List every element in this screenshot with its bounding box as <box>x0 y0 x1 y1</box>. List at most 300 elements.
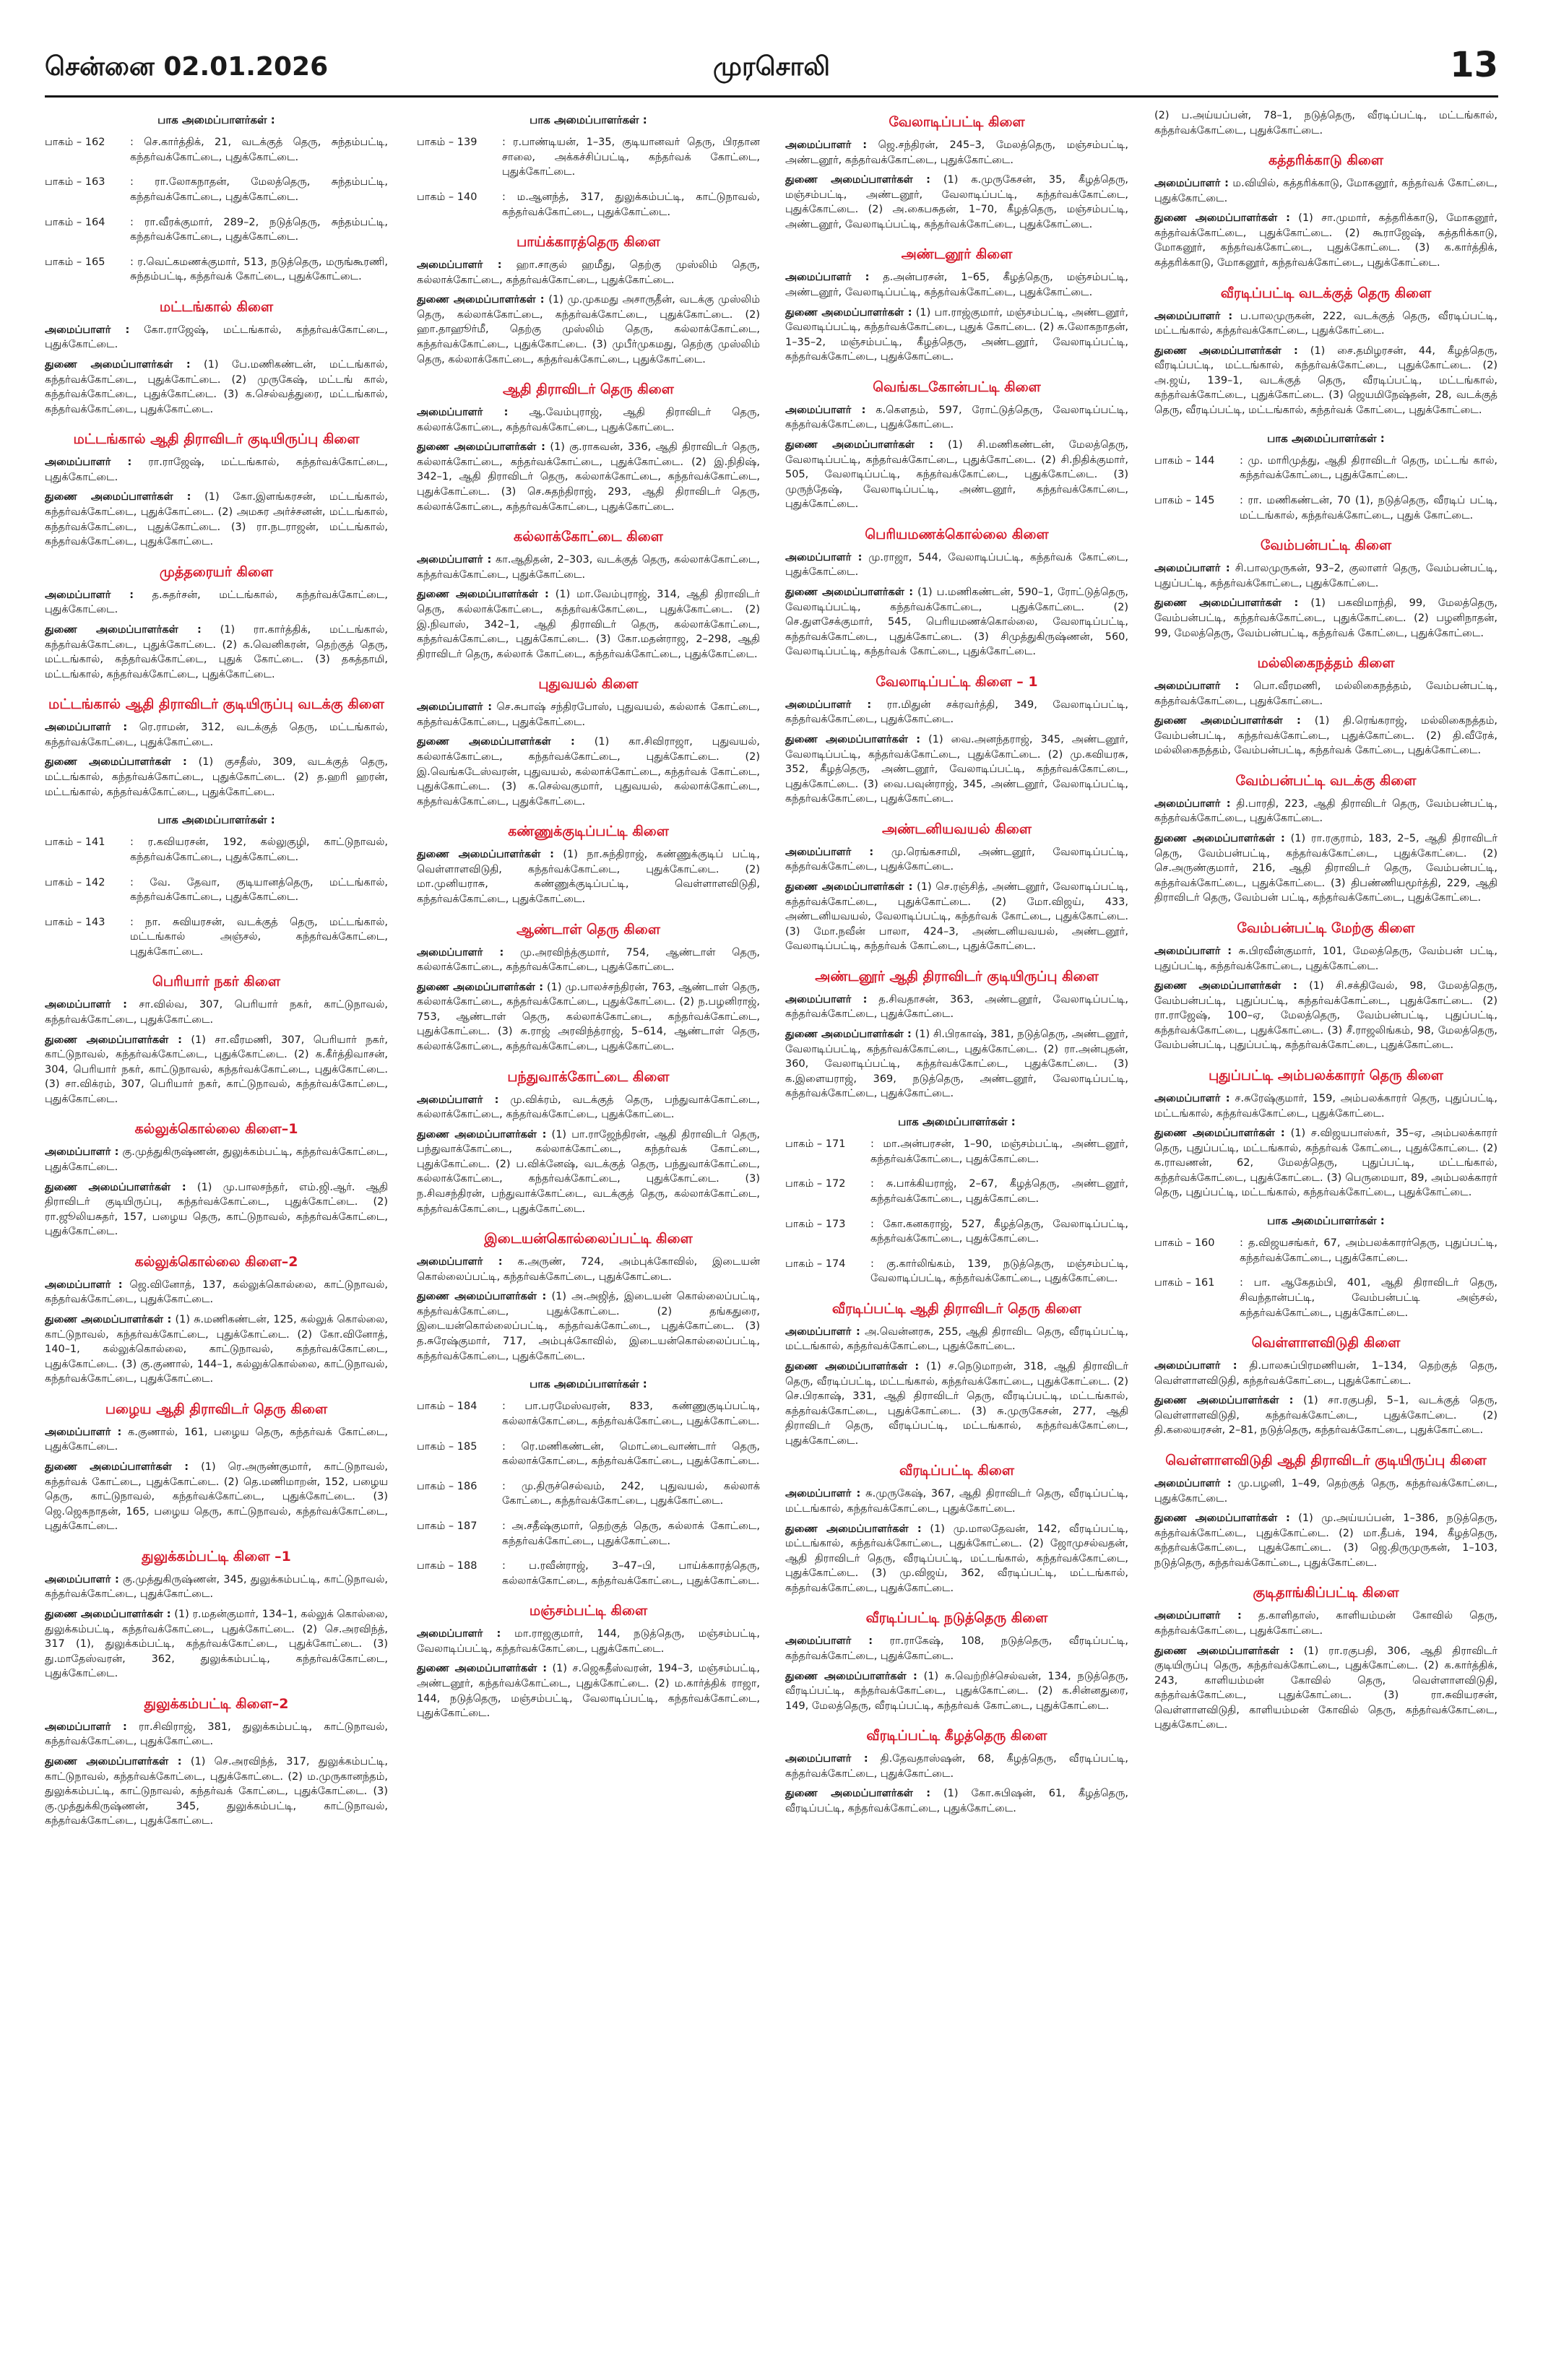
branch-section <box>1154 1583 1497 1733</box>
booth-row <box>45 255 388 285</box>
branch-section <box>1154 771 1497 906</box>
organizer-text: தி.பாரதி, 223, ஆதி திராவிடர் தெரு, வேம்பன்பட்டி, கந்தர்வக்கோட்டை, புதுக்கோட்டை. <box>1154 797 1497 825</box>
deputy-organizers-entry <box>45 1607 388 1682</box>
deputy-organizers-label: துணை அமைப்பாளர்கள் : <box>45 1034 182 1046</box>
organizer-text: கு.முத்துகிருஷ்ணன், துலுக்கம்பட்டி, கந்தர்வக்கோட்டை, புதுக்கோட்டை. <box>45 1146 388 1173</box>
deputy-organizers-label: துணை அமைப்பாளர்கள் : <box>45 1181 186 1193</box>
deputy-organizers-label: துணை அமைப்பாளர்கள் : <box>785 1029 912 1041</box>
branch-title: வீரடிப்பட்டி கிளை <box>899 1463 1014 1479</box>
organizer-text: க.அருண், 724, அம்புக்கோவில், இடையன் கொல்லைப்பட்டி, கந்தர்வக்கோட்டை, புதுக்கோட்டை. <box>417 1256 760 1283</box>
branch-section <box>45 695 388 800</box>
branch-section <box>785 525 1128 659</box>
deputy-organizers-entry <box>417 587 760 662</box>
branch-title: அண்டனியவயல் கிளை <box>882 821 1032 837</box>
deputy-organizers-entry <box>1154 831 1497 906</box>
booth-row <box>417 190 760 220</box>
deputy-organizers-text: (1) மு.அய்யப்பன், 1–386, நடுத்தெரு, கந்தர்வக்கோட்டை, புதுக்கோட்டை. (2) மா.தீபக், 194, கீழத்தெரு, கந்தர்வக்கோட்டை, புதுக்கோட்டை. (3) ஜெ.திருமுருகன், 1–103, நடுத்தெரு, கந்தர்வக்கோட்டை, புதுக்கோட்டை. <box>1154 1513 1497 1569</box>
deputy-organizers-text: (1) நா.சுந்திராஜ், கண்ணுக்குடிப் பட்டி, வெள்ளாளவிடுதி, கந்தர்வக்கோட்டை, புதுக்கோட்டை. (2) மா.முனியராசு, கண்ணுக்குடிப்பட்டி, வெள்ளாளவிடுதி, கந்தர்வக்கோட்டை, புதுக்கோட்டை. <box>417 849 760 905</box>
booth-row <box>45 875 388 905</box>
organizer-label: அமைப்பாளர் : <box>45 999 127 1011</box>
branch-title: துலுக்கம்பட்டி கிளை–2 <box>144 1695 289 1712</box>
booth-organizer: : ரா. மணிகண்டன், 70 (1), நடுத்தெரு, வீரடிப் பட்டி, மட்டங்கால், கந்தர்வக்கோட்டை, புதுக் கோட்டை. <box>1240 495 1497 522</box>
booth-number: பாகம் – 172 <box>785 1178 846 1190</box>
organizer-label: அமைப்பாளர் : <box>785 1488 861 1500</box>
organizer-label: அமைப்பாளர் : <box>785 404 866 416</box>
organizer-label: அமைப்பாளர் : <box>785 1325 860 1338</box>
deputy-organizers-text: (1) செ.அரவிந்த், 317, துலுக்கம்பட்டி, காட்டுநாவல், கந்தர்வக்கோட்டை, புதுக்கோட்டை. (2) ம.முருகானந்தம், துலுக்கம்பட்டி, காட்டுநாவல், கந்தர்வக் கோட்டை, புதுக்கோட்டை. (3) கு.முத்துக்கிருஷ்ணன், 345, துலுக்கம்பட்டி, காட்டுநாவல், கந்தர்வக்கோட்டை, புதுக்கோட்டை. <box>45 1756 388 1827</box>
booth-row <box>785 1257 1128 1286</box>
branch-section <box>785 378 1128 512</box>
organizer-entry <box>1154 797 1497 826</box>
deputy-organizers-label: துணை அமைப்பாளர்கள் : <box>45 1314 172 1326</box>
organizer-label: அமைப்பாளர் : <box>45 324 130 336</box>
organizer-text: மா.ராஜகுமார், 144, நடுத்தெரு, மஞ்சம்பட்டி, வேலாடிப்பட்டி, கந்தர்வக்கோட்டை, புதுக்கோட்டை. <box>417 1628 760 1655</box>
booth-organizer: : சு.பாக்கியராஜ், 2–67, கீழத்தெரு, அண்டனூர், கந்தர்வக்கோட்டை, புதுக்கோட்டை. <box>870 1178 1128 1205</box>
booth-organizer: : கு.கார்லிங்கம், 139, நடுத்தெரு, மஞ்சம்பட்டி, வேலாடிப்பட்டி, கந்தர்வக்கோட்டை, புதுக்கோட்டை. <box>870 1258 1128 1285</box>
branch-section <box>417 675 760 809</box>
organizer-text: த.சுதர்சன், மட்டங்கால், கந்தர்வக்கோட்டை, புதுக்கோட்டை. <box>45 589 388 616</box>
organizer-label: அமைப்பாளர் : <box>785 993 868 1005</box>
branch-title: வெங்கடகோன்பட்டி கிளை <box>873 378 1041 395</box>
organizer-label: அமைப்பாளர் : <box>45 1573 119 1585</box>
branch-section <box>45 430 388 549</box>
organizer-entry <box>417 1255 760 1284</box>
organizer-text: ப.பாலமுருகன், 222, வடக்குத் தெரு, வீரடிப்பட்டி, மட்டங்கால், கந்தர்வக்கோட்டை, புதுக்கோட்டை. <box>1154 310 1497 337</box>
branch-section <box>1154 284 1497 418</box>
masthead <box>45 45 1498 88</box>
branch-section <box>45 972 388 1107</box>
organizer-label: அமைப்பாளர் : <box>1154 310 1233 322</box>
deputy-organizers-text: (1) சி.மணிகண்டன், மேலத்தெரு, வேலாடிப்பட்டி, கந்தர்வக்கோட்டை, புதுக்கோட்டை. (2) சி.நிதிக்குமார், 505, வேலாடிப்பட்டி, கந்தர்வக்கோட்டை, புதுக்கோட்டை. (3) முருந்தேஷ், வேலாடிப்பட்டி, அண்டனூர், கந்தர்வக்கோட்டை, புதுக்கோட்டை. <box>785 439 1128 511</box>
booth-organizers-title: பாக அமைப்பாளர்கள் : <box>157 813 275 827</box>
organizer-entry <box>785 403 1128 433</box>
deputy-organizers-entry <box>1154 344 1497 418</box>
branch-section <box>785 113 1128 232</box>
organizer-label: அமைப்பாளர் : <box>45 1721 127 1733</box>
branch-title: புதுப்பட்டி அம்பலக்காரர் தெரு கிளை <box>1209 1067 1443 1083</box>
organizer-text: ஜெ.சந்திரன், 245–3, மேலத்தெரு, மஞ்சம்பட்டி, அண்டனூர், கந்தர்வக்கோட்டை, புதுக்கோட்டை. <box>785 139 1128 166</box>
organizer-text: மு.ராஜா, 544, வேலாடிப்பட்டி, கந்தர்வக் கோட்டை, புதுக்கோட்டை. <box>785 551 1128 579</box>
booth-number: பாகம் – 143 <box>45 916 105 928</box>
booth-organizers-title: பாக அமைப்பாளர்கள் : <box>1267 431 1385 445</box>
organizer-entry <box>417 405 760 435</box>
branch-section <box>785 1299 1128 1449</box>
organizer-entry <box>1154 176 1497 206</box>
organizer-text: பொ.வீரமணி, மல்லிகைநத்தம், வேம்பன்பட்டி, கந்தர்வக்கோட்டை, புதுக்கோட்டை. <box>1154 680 1497 707</box>
booth-organizers-title: பாக அமைப்பாளர்கள் : <box>157 113 275 126</box>
organizer-label: அமைப்பாளர் : <box>417 554 492 566</box>
deputy-organizers-label: துணை அமைப்பாளர்கள் : <box>1154 345 1298 357</box>
organizer-text: ம.வியில், கத்தரிக்காடு, மோகனூர், கந்தர்வக் கோட்டை, புதுக்கோட்டை. <box>1154 178 1497 204</box>
branch-title: வீரடிப்பட்டி வடக்குத் தெரு கிளை <box>1220 285 1432 301</box>
organizer-entry <box>785 270 1128 300</box>
deputy-organizers-label: துணை அமைப்பாளர்கள் : <box>45 756 187 769</box>
deputy-organizers-text: (1) சு.மணிகண்டன், 125, கல்லுக் கொல்லை, காட்டுநாவல், கந்தர்வக்கோட்டை, புதுக்கோட்டை. (2) கோ.வினோத், 140–1, கல்லுக்கொல்லை, காட்டுநாவல், கந்தர்வக்கோட்டை, புதுக்கோட்டை. (3) கு.குணால், 144–1, கல்லுக்கொல்லை, காட்டுநாவல், கந்தர்வக்கோட்டை, புதுக்கோட்டை. <box>45 1314 388 1385</box>
deputy-organizers-text: (1) ரா.ரகுராம், 183, 2–5, ஆதி திராவிடர் தெரு, வேம்பன்பட்டி, கந்தர்வக்கோட்டை, புதுக்கோட்டை. (2) செ.அருண்குமார், 216, ஆதி திராவிடர் தெரு, வேம்பன்பட்டி, கந்தர்வக்கோட்டை, புதுக்கோட்டை. (3) திபண்ணியமூர்த்தி, 229, ஆதி திராவிடர் தெரு, வேம்பன் பட்டி, கந்தர்வக்கோட்டை, புதுக்கோட்டை. <box>1154 833 1497 904</box>
deputy-organizers-text: (1) கோ.இளங்கரசன், மட்டங்கால், கந்தர்வக்கோட்டை, புதுக்கோட்டை. (2) அமசுர அர்ச்சனன், மட்டங்கால், கந்தர்வக்கோட்டை, புதுக்கோட்டை. (3) ரா.நடராஜன், மட்டங்கால், கந்தர்வக்கோட்டை, புதுக்கோட்டை. <box>45 491 388 548</box>
deputy-organizers-entry <box>45 1033 388 1107</box>
booth-organizer: : பா.பரமேஸ்வரன், 833, கண்ணுகுடிப்பட்டி, கல்லாக்கோட்டை, கந்தர்வக்கோட்டை, புதுக்கோட்டை. <box>502 1401 760 1428</box>
branch-section <box>1154 1451 1497 1570</box>
branch-section <box>45 563 388 682</box>
branch-title: புதுவயல் கிளை <box>538 676 639 693</box>
organizer-label: அமைப்பாளர் : <box>785 139 868 151</box>
booth-organizers-section <box>1154 1213 1497 1320</box>
booth-number: பாகம் – 171 <box>785 1138 846 1151</box>
branch-title: மஞ்சம்பட்டி கிளை <box>529 1603 648 1619</box>
booth-organizers-title: பாக அமைப்பாளர்கள் : <box>898 1115 1016 1128</box>
deputy-organizers-entry <box>785 732 1128 807</box>
column-4 <box>1154 108 1497 2355</box>
column-2 <box>417 108 760 2355</box>
organizer-entry <box>785 1325 1128 1354</box>
branch-title: குடிதாங்கிப்பட்டி கிளை <box>1253 1585 1399 1601</box>
branch-section <box>417 1068 760 1217</box>
deputy-organizers-label: துணை அமைப்பாளர்கள் : <box>1154 980 1297 992</box>
deputy-organizers-text: (1) ரா.ரகுபதி, 306, ஆதி திராவிடர் குடியிருப்பு தெரு, கந்தர்வக்கோட்டை, புதுக்கோட்டை. (2) க.கார்த்திக், 243, காளியம்மன் கோவில் தெரு, வெள்ளாளவிடுதி, கந்தர்வக்கோட்டை, புதுக்கோட்டை. (3) ரா.சுவியரசன், வெள்ளாளவிடுதி, காளியம்மன் கோவில் தெரு, கந்தர்வக்கோட்டை, புதுக்கோட்டை. <box>1154 1645 1497 1731</box>
booth-number: பாகம் – 184 <box>417 1401 477 1413</box>
deputy-organizers-entry <box>785 585 1128 659</box>
booth-row <box>417 135 760 180</box>
deputy-organizers-text: (1) சா.முமார், கத்தரிக்காடு, மோகனூர், கந்தர்வக்கோட்டை, புதுக்கோட்டை. (2) கூராஜேஷ், கத்தரிக்காடு, மோகனூர், கந்தர்வக்கோட்டை, புதுக்கோட்டை. (3) க.கார்த்திக், கத்தரிக்காடு, மோகனூர், கந்தர்வக்கோட்டை, புதுக்கோட்டை. <box>1154 212 1497 269</box>
booth-row <box>1154 1236 1497 1265</box>
organizer-label: அமைப்பாளர் : <box>417 1628 501 1640</box>
organizer-label: அமைப்பாளர் : <box>45 589 134 601</box>
booth-number: பாகம் – 160 <box>1154 1237 1215 1250</box>
branch-section <box>785 245 1128 364</box>
deputy-organizers-label: துணை அமைப்பாளர்கள் : <box>785 1670 917 1682</box>
booth-row <box>417 1519 760 1549</box>
deputy-organizers-text: (1) அ.அஜித், இடையன் கொல்லைப்பட்டி, கந்தர்வக்கோட்டை, புதுக்கோட்டை. (2) தங்கதுரை, இடையன்கொல்லைப்பட்டி, கந்தர்வக்கோட்டை, புதுக்கோட்டை. (3) த.சுரேஷ்குமார், 717, அம்புக்கோவில், இடையன்கொல்லைப்பட்டி, கந்தர்வக்கோட்டை, புதுக்கோட்டை. <box>417 1291 760 1362</box>
branch-title: மட்டங்கால் கிளை <box>159 298 274 315</box>
deputy-organizers-entry <box>417 1289 760 1364</box>
organizer-entry <box>45 998 388 1027</box>
branch-title: மல்லிகைநத்தம் கிளை <box>1257 655 1395 672</box>
organizer-entry <box>785 698 1128 727</box>
organizer-text: ரா.ராஜேஷ், மட்டங்கால், கந்தர்வக்கோட்டை, புதுக்கோட்டை. <box>45 456 388 483</box>
deputy-organizers-entry <box>785 173 1128 232</box>
organizer-label: அமைப்பாளர் : <box>785 1635 873 1648</box>
booth-organizer: : ரா.வீரக்குமார், 289–2, நடுத்தெரு, சுந்தம்பட்டி, கந்தர்வக்கோட்டை, புதுக்கோட்டை. <box>130 216 388 243</box>
organizer-text: ரா.ராகேஷ், 108, நடுத்தெரு, வீரடிப்பட்டி, கந்தர்வக்கோட்டை, புதுக்கோட்டை. <box>785 1635 1128 1663</box>
booth-organizer: : அ.சதீஷ்குமார், தெற்குத் தெரு, கல்லாக் கோட்டை, கந்தர்வக்கோட்டை, புதுக்கோட்டை. <box>502 1520 760 1547</box>
organizer-label: அமைப்பாளர் : <box>417 259 502 272</box>
branch-title: கத்தரிக்காடு கிளை <box>1268 152 1384 169</box>
organizer-entry <box>785 1487 1128 1516</box>
organizer-entry <box>417 1093 760 1122</box>
deputy-organizers-text: (1) ச.நெடுமாறன், 318, ஆதி திராவிடர் தெரு, வீரடிப்பட்டி, மட்டங்கால், கந்தர்வக்கோட்டை, புதுக்கோட்டை. (2) செ.பிரகாஷ், 331, ஆதி திராவிடர் தெரு, வீரடிப்பட்டி, மட்டங்கால், கந்தர்வக்கோட்டை, புதுக்கோட்டை. (3) சு.முருகேசன், 277, ஆதி திராவிடர் தெரு, வீரடிப்பட்டி, மட்டங்கால், கந்தர்வக்கோட்டை, புதுக்கோட்டை. <box>785 1361 1128 1447</box>
deputy-organizers-text: (1) மா.வேம்புராஜ், 314, ஆதி திராவிடர் தெரு, கல்லாக்கோட்டை, கந்தர்வக்கோட்டை, புதுக்கோட்டை. (2) இ.நிவாஸ், 342–1, ஆதி திராவிடர் தெரு, கல்லாக்கோட்டை, கந்தர்வக்கோட்டை, புதுக்கோட்டை. (3) கோ.மதன்ராஜ, 2–298, ஆதி திராவிடர் தெரு, கல்லாக் கோட்டை, கந்தர்வக்கோட்டை, புதுக்கோட்டை. <box>417 589 760 660</box>
deputy-organizers-entry <box>417 1128 760 1216</box>
deputy-organizers-label: துணை அமைப்பாளர்கள் : <box>1154 212 1290 225</box>
deputy-organizers-text: (1) சு.வெற்றிச்செல்வன், 134, நடுத்தெரு, வீரடிப்பட்டி, கந்தர்வக்கோட்டை, புதுக்கோட்டை. (2) க.சின்னதுரை, 149, மேலத்தெரு, வீரடிப்பட்டி, கந்தர்வக் கோட்டை, புதுக்கோட்டை. <box>785 1670 1128 1712</box>
booth-row <box>45 835 388 865</box>
deputy-organizers-entry <box>45 490 388 549</box>
branch-section <box>785 1609 1128 1713</box>
deputy-organizers-label: துணை அமைப்பாளர்கள் : <box>417 589 549 601</box>
organizer-entry <box>1154 944 1497 974</box>
organizer-label: அமைப்பாளர் : <box>45 456 132 469</box>
booth-row <box>417 1399 760 1429</box>
booth-number: பாகம் – 164 <box>45 216 105 228</box>
organizer-entry <box>45 1572 388 1602</box>
deputy-organizers-text: (1) பா.ராஜ்குமார், மஞ்சம்பட்டி, அண்டனூர், வேலாடிப்பட்டி, கந்தர்வக்கோட்டை, புதுக் கோட்டை. (2) சு.லோகநாதன், 1–35–2, மஞ்சம்பட்டி, கீழத்தெரு, அண்டனூர், வேலாடிப்பட்டி, கந்தர்வக்கோட்டை, புதுக்கோட்டை. <box>785 306 1128 363</box>
booth-organizer: : பா. ஆகேதம்பி, 401, ஆதி திராவிடர் தெரு, சிவந்தான்பட்டி, வேம்பன்பட்டி அஞ்சல், கந்தர்வக்கோட்டை, புதுக்கோட்டை. <box>1240 1277 1497 1319</box>
branch-section <box>785 820 1128 954</box>
organizer-text: கோ.ராஜேஷ், மட்டங்கால், கந்தர்வக்கோட்டை, புதுக்கோட்டை. <box>45 324 388 351</box>
booth-number: பாகம் – 145 <box>1154 495 1215 507</box>
organizer-text: ரா.சிவிராஜ், 381, துலுக்கம்பட்டி, காட்டுநாவல், கந்தர்வக்கோட்டை, புதுக்கோட்டை. <box>45 1721 388 1748</box>
deputy-organizers-text: (1) க.முருகேசன், 35, கீழத்தெரு, மஞ்சம்பட்டி, அண்டனூர், வேலாடிப்பட்டி, கந்தர்வக்கோட்டை, புதுக்கோட்டை. (2) அ.கைபசுதன், 1–70, கீழத்தெரு, மஞ்சம்பட்டி, அண்டனூர், வேலாடிப்பட்டி, கந்தர்வக்கோட்டை, புதுக்கோட்டை. <box>785 174 1128 230</box>
branch-title: அண்டனூர் கிளை <box>901 246 1013 263</box>
deputy-organizers-text: (1) கு.ராகவன், 336, ஆதி திராவிடர் தெரு, கல்லாக்கோட்டை, கந்தர்வக்கோட்டை, புதுக்கோட்டை. (2) இ.நிதிஷ், 342–1, ஆதி திராவிடர் தெரு, கல்லாக்கோட்டை, கந்தர்வக்கோட்டை, புதுக்கோட்டை. (3) செ.சுதந்திராஜ், 293, ஆதி திராவிடர் தெரு, கல்லாக்கோட்டை, கந்தர்வக்கோட்டை, புதுக்கோட்டை. <box>417 441 760 513</box>
organizer-text: ச.சுரேஷ்குமார், 159, அம்பலக்காரர் தெரு, புதுப்பட்டி, மட்டங்கால், கந்தர்வக்கோட்டை, புதுக்கோட்டை. <box>1154 1092 1497 1120</box>
organizer-text: மு.பழனி, 1–49, தெற்குத் தெரு, கந்தர்வக்கோட்டை, புதுக்கோட்டை. <box>1154 1478 1497 1505</box>
booth-organizer: : வே. தேவா, குடியானத்தெரு, மட்டங்கால், கந்தர்வக்கோட்டை, புதுக்கோட்டை. <box>130 876 388 904</box>
organizer-label: அமைப்பாளர் : <box>785 698 872 711</box>
organizer-entry <box>417 258 760 287</box>
organizer-entry <box>1154 1091 1497 1121</box>
deputy-organizers-label: துணை அமைப்பாளர்கள் : <box>45 623 202 636</box>
deputy-organizers-entry <box>417 293 760 367</box>
deputy-organizers-label: துணை அமைப்பாளர்கள் : <box>1154 1513 1290 1525</box>
organizer-entry <box>45 323 388 352</box>
branch-title: துலுக்கம்பட்டி கிளை –1 <box>142 1548 291 1565</box>
branch-title: ஆண்டாள் தெரு கிளை <box>516 921 661 938</box>
branch-title: வெள்ளாளவிடுதி கிளை <box>1251 1335 1401 1351</box>
booth-row <box>1154 1276 1497 1320</box>
deputy-organizers-text: (1) தி.ரெங்கராஜ், மல்லிகைநத்தம், வேம்பன்பட்டி, கந்தர்வக்கோட்டை, புதுக்கோட்டை. (2) தி.வீரேக், மல்லிகைநத்தம், வேம்பன்பட்டி, கந்தர்வக் கோட்டை, புதுக்கோட்டை. <box>1154 715 1497 757</box>
page-number: 13 <box>1450 45 1498 85</box>
organizer-label: அமைப்பாளர் : <box>45 1146 119 1159</box>
deputy-organizers-text: (1) மு.மாலதேவன், 142, வீரடிப்பட்டி, மட்டங்கால், கந்தர்வக்கோட்டை, புதுக்கோட்டை. (2) ஜோமுசல்வதன், ஆதி திராவிடர் தெரு, வீரடிப்பட்டி, மட்டங்கால், கந்தர்வக்கோட்டை, புதுக்கோட்டை. (3) மு.விஜய், 362, வீரடிப்பட்டி, மட்டங்கால், கந்தர்வக்கோட்டை, புதுக்கோட்டை. <box>785 1523 1128 1594</box>
organizer-text: அ.வென்னரசு, 255, ஆதி திராவிட தெரு, வீரடிப்பட்டி, மட்டங்கால், கந்தர்வக்கோட்டை, புதுக்கோட்டை. <box>785 1325 1128 1353</box>
branch-title: பெரியார் நகர் கிளை <box>152 974 280 990</box>
deputy-organizers-text: (1) சா.ரகுபதி, 5–1, வடக்குத் தெரு, வெள்ளாளவிடுதி, கந்தர்வக்கோட்டை, புதுக்கோட்டை. (2) தி.கலையரசன், 2–81, நடுத்தெரு, கந்தர்வக்கோட்டை, புதுக்கோட்டை. <box>1154 1395 1497 1437</box>
organizer-text: ஹா.சாகுல் ஹமீது, தெற்கு முஸ்லிம் தெரு, கல்லாக்கோட்டை, கந்தர்வக்கோட்டை, புதுக்கோட்டை. <box>417 259 760 286</box>
branch-section <box>417 1229 760 1364</box>
branch-section <box>45 1400 388 1534</box>
deputy-organizers-label: துணை அமைப்பாளர்கள் : <box>785 587 914 599</box>
branch-title: வீரடிப்பட்டி ஆதி திராவிடர் தெரு கிளை <box>831 1300 1082 1317</box>
organizer-label: அமைப்பாளர் : <box>1154 797 1231 810</box>
deputy-organizers-label: துணை அமைப்பாளர்கள் : <box>785 174 930 186</box>
branch-section <box>785 1726 1128 1816</box>
deputy-organizers-label: துணை அமைப்பாளர்கள் : <box>417 441 545 454</box>
booth-row <box>45 215 388 245</box>
organizer-entry <box>1154 1476 1497 1506</box>
deputy-organizers-text: (1) சி.சக்திவேல், 98, மேலத்தெரு, வேம்பன்பட்டி, புதுப்பட்டி, கந்தர்வக்கோட்டை, புதுக்கோட்டை. (2) ரா.ராஜேஷ், 100–ஏ, மேலத்தெரு, வேம்பன்பட்டி, புதுப்பட்டி, கந்தர்வக்கோட்டை, புதுக்கோட்டை. (3) சீ.ராஜலிங்கம், 98, மேலத்தெரு, வேம்பன்பட்டி, புதுப்பட்டி, கந்தர்வக்கோட்டை, புதுக்கோட்டை. <box>1154 980 1497 1052</box>
organizer-label: அமைப்பாளர் : <box>1154 1360 1237 1372</box>
branch-section <box>417 380 760 514</box>
deputy-organizers-text: (1) ரா.கார்த்திக், மட்டங்கால், கந்தர்வக்கோட்டை, புதுக்கோட்டை. (2) க.வெனிகரன், தெற்குத் தெரு, மட்டங்கால், கந்தர்வக்கோட்டை, புதுக் கோட்டை. (3) தகத்தாமி, மட்டங்கால், கந்தர்வக்கோட்டை, புதுக்கோட்டை. <box>45 623 388 680</box>
deputy-organizers-text: (1) மு.பாலசந்தர், எம்.ஜி.ஆர். ஆதி திராவிடர் குடியிருப்பு, கந்தர்வக்கோட்டை, புதுக்கோட்டை. (2) ரா.ஜூலியசுதர், 157, பழைய தெரு, காட்டுநாவல், கந்தர்வக்கோட்டை, புதுக்கோட்டை. <box>45 1181 388 1238</box>
deputy-organizers-label: துணை அமைப்பாளர்கள் : <box>417 849 554 861</box>
organizer-entry <box>45 1425 388 1455</box>
organizer-label: அமைப்பாளர் : <box>417 407 509 419</box>
organizer-text: மு.அரவிந்த்குமார், 754, ஆண்டாள் தெரு, கல்லாக்கோட்டை, கந்தர்வக்கோட்டை, புதுக்கோட்டை. <box>417 946 760 974</box>
organizer-text: மு.ரெங்கசாமி, அண்டனூர், வேலாடிப்பட்டி, கந்தர்வக்கோட்டை, புதுக்கோட்டை. <box>785 846 1128 873</box>
deputy-organizers-entry <box>417 980 760 1055</box>
booth-organizer: : த.விஜயசங்கர், 67, அம்பலக்காரர்தெரு, புதுப்பட்டி, கந்தர்வக்கோட்டை, புதுக்கோட்டை. <box>1240 1237 1497 1264</box>
deputy-organizers-text: (1) ச.விஜயபாஸ்கர், 35–ஏ, அம்பலக்காரர் தெரு, புதுப்பட்டி, மட்டங்கால், கந்தர்வக் கோட்டை, புதுக்கோட்டை. (2) க.ராவணன், 62, மேலத்தெரு, புதுப்பட்டி, மட்டங்கால், கந்தர்வக்கோட்டை, புதுக்கோட்டை. (3) பெருமையா, 89, அம்பலக்காரர் தெரு, புதுப்பட்டி, மட்டங்கால், கந்தர்வக்கோட்டை, புதுக்கோட்டை. <box>1154 1128 1497 1199</box>
organizer-text: ரெ.ராமன், 312, வடக்குத் தெரு, மட்டங்கால், கந்தர்வக்கோட்டை, புதுக்கோட்டை. <box>45 722 388 748</box>
branch-section <box>45 298 388 417</box>
deputy-organizers-label: துணை அமைப்பாளர்கள் : <box>1154 597 1299 610</box>
branch-title: ஆதி திராவிடர் தெரு கிளை <box>503 381 674 398</box>
organizer-entry <box>785 138 1128 168</box>
booth-organizer: : ரெ.மணிகண்டன், மொட்டைவாண்டார் தெரு, கல்லாக்கோட்டை, கந்தர்வக்கோட்டை, புதுக்கோட்டை. <box>502 1440 760 1468</box>
branch-title: பாய்க்காரத்தெரு கிளை <box>517 234 660 251</box>
branch-title: இடையன்கொல்லைப்பட்டி கிளை <box>484 1231 693 1247</box>
deputy-organizers-entry <box>45 755 388 800</box>
organizer-entry <box>785 1634 1128 1663</box>
booth-organizer: : ர.கவியரசன், 192, கல்லுகுழி, காட்டுநாவல், கந்தர்வக்கோட்டை, புதுக்கோட்டை. <box>130 836 388 863</box>
branch-section <box>1154 536 1497 641</box>
deputy-organizers-text: (1) செ.ரஞ்சித், அண்டனூர், வேலாடிப்பட்டி, கந்தர்வக்கோட்டை, புதுக்கோட்டை. (2) மோ.விஜய், 433, அண்டனியவயல், வேலாடிப்பட்டி, கந்தர்வக் கோட்டை, புதுக்கோட்டை. (3) மோ.நவீன் பாலா, 424–3, அண்டனியவயல், அண்டனூர், வேலாடிப்பட்டி, கந்தர்வக் கோட்டை, புதுக்கோட்டை. <box>785 881 1128 953</box>
organizer-text: த.காளிதாஸ், காளியம்மன் கோவில் தெரு, கந்தர்வக்கோட்டை, புதுக்கோட்டை. <box>1154 1610 1497 1637</box>
branch-section <box>45 1252 388 1387</box>
column-1 <box>45 108 388 2355</box>
branch-section <box>785 672 1128 807</box>
organizer-text: ரா.மிதுன் சக்ரவர்த்தி, 349, வேலாடிப்பட்டி, கந்தர்வக்கோட்டை, புதுக்கோட்டை. <box>785 698 1128 726</box>
deputy-organizers-label: துணை அமைப்பாளர்கள் : <box>785 1788 931 1800</box>
booth-number: பாகம் – 165 <box>45 256 105 268</box>
booth-organizer: : ரா.லோகநாதன், மேலத்தெரு, சுந்தம்பட்டி, கந்தர்வக்கோட்டை, புதுக்கோட்டை. <box>130 176 388 204</box>
organizer-label: அமைப்பாளர் : <box>45 1278 123 1291</box>
organizer-label: அமைப்பாளர் : <box>417 946 504 959</box>
deputy-organizers-entry <box>45 1312 388 1387</box>
booth-row <box>1154 454 1497 483</box>
deputy-organizers-label: துணை அமைப்பாளர்கள் : <box>45 1756 182 1768</box>
organizer-entry <box>1154 1609 1497 1638</box>
organizer-entry <box>1154 309 1497 339</box>
branch-title: பந்துவாக்கோட்டை கிளை <box>507 1068 670 1085</box>
booth-number: பாகம் – 141 <box>45 836 105 849</box>
branch-title: வீரடிப்பட்டி கீழத்தெரு கிளை <box>866 1728 1047 1744</box>
organizer-text: சு.முருகேஷ், 367, ஆதி திராவிடர் தெரு, வீரடிப்பட்டி, மட்டங்கால், கந்தர்வக்கோட்டை, புதுக்கோட்டை. <box>785 1488 1128 1515</box>
deputy-organizers-text: (1) கோ.சுபிஷன், 61, கீழத்தெரு, வீரடிப்பட்டி, கந்தர்வக்கோட்டை, புதுக்கோட்டை. <box>785 1788 1128 1815</box>
deputy-organizers-entry <box>785 1027 1128 1102</box>
organizer-label: அமைப்பாளர் : <box>1154 1610 1242 1622</box>
organizer-label: அமைப்பாளர் : <box>417 1256 503 1268</box>
organizer-text: செ.சுபாஷ் சந்திரபோஸ், புதுவயல், கல்லாக் கோட்டை, கந்தர்வக்கோட்டை, புதுக்கோட்டை. <box>417 701 760 728</box>
deputy-organizers-entry <box>785 438 1128 512</box>
branch-section <box>45 1120 388 1239</box>
branch-section <box>1154 1333 1497 1438</box>
deputy-organizers-label: துணை அமைப்பாளர்கள் : <box>417 294 545 306</box>
branch-section <box>785 1461 1128 1596</box>
booth-number: பாகம் – 163 <box>45 176 105 189</box>
branch-title: மட்டங்கால் ஆதி திராவிடர் குடியிருப்பு கிளை <box>73 431 360 448</box>
deputy-organizers-entry <box>1154 1644 1497 1733</box>
deputy-organizers-text: (1) பா.ராஜேந்திரன், ஆதி திராவிடர் தெரு, பந்துவாக்கோட்டை, கல்லாக்கோட்டை, கந்தர்வக் கோட்டை, புதுக்கோட்டை. (2) ப.விக்னேஷ், வடக்குத் தெரு, பந்துவாக்கோட்டை, கல்லாக்கோட்டை, கந்தர்வக்கோட்டை, புதுக்கோட்டை. (3) ந.சிவசந்திரன், பந்துவாக்கோட்டை, வடக்குத் தெரு, கல்லாக்கோட்டை, கந்தர்வக்கோட்டை, புதுக்கோட்டை. <box>417 1128 760 1215</box>
organizer-label: அமைப்பாளர் : <box>1154 178 1229 190</box>
deputy-organizers-text: (1) மு.முகமது அசாருதீன், வடக்கு முஸ்லிம் தெரு, கல்லாக்கோட்டை, கந்தர்வக்கோட்டை, புதுக்கோட்டை. (2) ஹா.தாஹூர்மீ, தெற்கு முஸ்லிம் தெரு, கல்லாக்கோட்டை, கந்தர்வக்கோட்டை, புதுக்கோட்டை. (3) முபீர்முகமது, தெற்கு முஸ்லிம் தெரு, கல்லாக்கோட்டை, கந்தர்வக்கோட்டை, புதுக்கோட்டை. <box>417 294 760 365</box>
deputy-organizers-label: துணை அமைப்பாளர்கள் : <box>1154 1128 1285 1140</box>
deputy-organizers-text: (1) சா.வீரமணி, 307, பெரியார் நகர், காட்டுநாவல், கந்தர்வக்கோட்டை, புதுக்கோட்டை. (2) க.கீர்த்திவாசன், 304, பெரியார் நகர், காட்டுநாவல், கந்தர்வக்கோட்டை, புதுக்கோட்டை. (3) சா.விக்ரம், 307, பெரியார் நகர், காட்டுநாவல், கந்தர்வக்கோட்டை, புதுக்கோட்டை. <box>45 1034 388 1105</box>
branch-title: கல்லுக்கொல்லை கிளை–2 <box>134 1253 298 1270</box>
booth-organizer: : மு.திருச்செல்வம், 242, புதுவயல், கல்லாக் கோட்டை, கந்தர்வக்கோட்டை, புதுக்கோட்டை. <box>502 1480 760 1507</box>
branch-section <box>417 822 760 906</box>
booth-number: பாகம் – 161 <box>1154 1277 1215 1289</box>
booth-number: பாகம் – 162 <box>45 137 105 149</box>
organizer-text: ஆ.வேம்புராஜ், ஆதி திராவிடர் தெரு, கல்லாக்கோட்டை, கந்தர்வக்கோட்டை, புதுக்கோட்டை. <box>417 407 760 433</box>
continued-text: (2) ப.அய்யப்பன், 78–1, நடுத்தெரு, வீரடிப்பட்டி, மட்டங்கால், கந்தர்வக்கோட்டை, புதுக்கோட்டை. <box>1154 110 1497 137</box>
deputy-organizers-text: (1) வை.அனந்தராஜ், 345, அண்டனூர், வேலாடிப்பட்டி, கந்தர்வக்கோட்டை, புதுக்கோட்டை. (2) மு.கவியரசு, 352, கீழத்தெரு, அண்டனூர், வேலாடிப்பட்டி, கந்தர்வக்கோட்டை, புதுக்கோட்டை. (3) வை.பவுன்ராஜ், 345, அண்டனூர், வேலாடிப்பட்டி, கந்தர்வக்கோட்டை, புதுக்கோட்டை. <box>785 734 1128 805</box>
deputy-organizers-entry <box>785 1786 1128 1816</box>
branch-title: அண்டனூர் ஆதி திராவிடர் குடியிருப்பு கிளை <box>815 968 1099 985</box>
booth-row <box>417 1559 760 1588</box>
booth-number: பாகம் – 140 <box>417 191 477 204</box>
deputy-organizers-entry <box>1154 714 1497 758</box>
organizer-label: அமைப்பாளர் : <box>785 551 863 563</box>
organizer-entry <box>785 550 1128 580</box>
organizer-entry <box>45 1720 388 1749</box>
branch-title: வேலாடிப்பட்டி கிளை <box>889 114 1025 130</box>
booth-organizer: : ப.ரவீன்ராஜ், 3–47–பி, பாய்க்காரத்தெரு, கல்லாக்கோட்டை, கந்தர்வக்கோட்டை, புதுக்கோட்டை. <box>502 1560 760 1587</box>
organizer-text: ஜெ.வினோத், 137, கல்லுக்கொல்லை, காட்டுநாவல், கந்தர்வக்கோட்டை, புதுக்கோட்டை. <box>45 1278 388 1306</box>
organizer-entry <box>1154 679 1497 709</box>
deputy-organizers-label: துணை அமைப்பாளர்கள் : <box>45 491 191 503</box>
booth-organizers-section <box>45 113 388 285</box>
booth-number: பாகம் – 188 <box>417 1560 477 1572</box>
organizer-label: அமைப்பாளர் : <box>1154 1092 1230 1104</box>
booth-organizers-title: பாக அமைப்பாளர்கள் : <box>1267 1213 1385 1227</box>
booth-row <box>785 1137 1128 1167</box>
organizer-entry <box>785 992 1128 1022</box>
booth-row <box>785 1217 1128 1247</box>
deputy-organizers-label: துணை அமைப்பாளர்கள் : <box>45 1609 171 1621</box>
branch-section <box>417 920 760 1055</box>
deputy-organizers-text: (1) கா.சிவிராஜா, புதுவயல், கல்லாக்கோட்டை, கந்தர்வக்கோட்டை, புதுக்கோட்டை. (2) இ.வெங்கடேஸ்வரன், புதுவயல், கல்லாக்கோட்டை, கந்தர்வக் கோட்டை, புதுக்கோட்டை. (3) க.செல்வகுமார், புதுவயல், கல்லாக்கோட்டை, கந்தர்வக்கோட்டை, புதுக்கோட்டை. <box>417 736 760 808</box>
deputy-organizers-entry <box>785 880 1128 954</box>
organizer-text: கு.முத்துகிருஷ்ணன், 345, துலுக்கம்பட்டி, காட்டுநாவல், கந்தர்வக்கோட்டை, புதுக்கோட்டை. <box>45 1573 388 1601</box>
organizer-label: அமைப்பாளர் : <box>417 1094 499 1106</box>
organizer-entry <box>785 845 1128 875</box>
booth-number: பாகம் – 187 <box>417 1520 477 1532</box>
booth-row <box>45 175 388 204</box>
booth-organizers-title: பாக அமைப்பாளர்கள் : <box>530 113 647 126</box>
organizer-text: தி.பாலசுப்பிரமணியன், 1–134, தெற்குத் தெரு, வெள்ளாளவிடுதி, கந்தர்வக்கோட்டை, புதுக்கோட்டை. <box>1154 1360 1497 1387</box>
booth-row <box>45 135 388 165</box>
branch-title: பெரியமணக்கொல்லை கிளை <box>865 526 1049 542</box>
deputy-organizers-entry <box>785 306 1128 365</box>
deputy-organizers-label: துணை அமைப்பாளர்கள் : <box>417 1291 547 1303</box>
deputy-organizers-entry <box>1154 979 1497 1053</box>
deputy-organizers-text: (1) சி.பிரகாஷ், 381, நடுத்தெரு, அண்டனூர், வேலாடிப்பட்டி, கந்தர்வக்கோட்டை, புதுக்கோட்டை. (2) ரா.அன்புதன், 360, வேலாடிப்பட்டி, கந்தர்வக்கோட்டை, புதுக்கோட்டை. (3) க.இளையராஜ், 369, நடுத்தெரு, அண்டனூர், வேலாடிப்பட்டி, கந்தர்வக்கோட்டை, புதுக்கோட்டை. <box>785 1029 1128 1100</box>
deputy-organizers-entry <box>417 735 760 809</box>
booth-organizers-section <box>417 113 760 220</box>
branch-section <box>417 1601 760 1721</box>
organizer-text: த.சிவதாசன், 363, அண்டனூர், வேலாடிப்பட்டி, கந்தர்வக்கோட்டை, புதுக்கோட்டை. <box>785 993 1128 1021</box>
branch-section <box>1154 1066 1497 1200</box>
organizer-label: அமைப்பாளர் : <box>417 701 493 714</box>
branch-title: மட்டங்கால் ஆதி திராவிடர் குடியிருப்பு வடக்கு கிளை <box>48 696 384 713</box>
organizer-entry <box>45 455 388 485</box>
organizer-entry <box>1154 1359 1497 1388</box>
deputy-organizers-text: (1) பகவிமாந்தி, 99, மேலத்தெரு, வேம்பன்பட்டி, கந்தர்வக்கோட்டை, புதுக்கோட்டை. (2) பழனிநாதன், 99, மேலத்தெரு, வேம்பன்பட்டி, கந்தர்வக் கோட்டை, புதுக்கோட்டை. <box>1154 597 1497 639</box>
organizer-label: அமைப்பாளர் : <box>1154 945 1232 957</box>
organizer-text: த.அன்பரசன், 1–65, கீழத்தெரு, மஞ்சம்பட்டி, அண்டனூர், வேலாடிப்பட்டி, கந்தர்வக்கோட்டை, புதுக்கோட்டை. <box>785 272 1128 298</box>
deputy-organizers-label: துணை அமைப்பாளர்கள் : <box>417 736 575 748</box>
organizer-entry <box>417 945 760 975</box>
booth-number: பாகம் – 139 <box>417 137 477 149</box>
deputy-organizers-text: (1) ப.மணிகண்டன், 590–1, ரோட்டுத்தெரு, வேலாடிப்பட்டி, கந்தர்வக்கோட்டை, புதுக்கோட்டை. (2) செ.துளசேக்குமார், 545, பெரியமணக்கொல்லை, வேலாடிப்பட்டி, கந்தர்வக்கோட்டை, புதுக்கோட்டை. (3) சிமுத்துகிருஷ்ணன், 560, வேலாடிப்பட்டி, கந்தர்வக் கோட்டை, புதுக்கோட்டை. <box>785 587 1128 658</box>
organizer-entry <box>45 588 388 618</box>
deputy-organizers-entry <box>1154 596 1497 641</box>
booth-number: பாகம் – 174 <box>785 1258 846 1270</box>
